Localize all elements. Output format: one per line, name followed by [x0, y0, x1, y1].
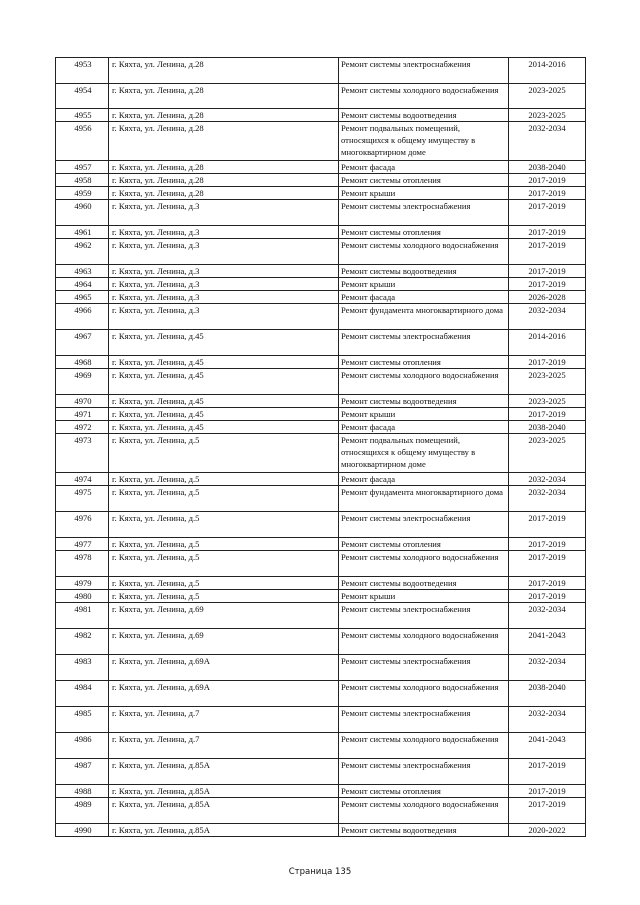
work-type-cell: Ремонт фасада — [339, 291, 509, 304]
table-row — [56, 226, 586, 239]
period-cell: 2032-2034 — [509, 603, 586, 629]
address-cell: г. Кяхта, ул. Ленина, д.45 — [109, 369, 339, 395]
address-cell: г. Кяхта, ул. Ленина, д.3 — [109, 265, 339, 278]
period-cell: 2023-2025 — [509, 434, 586, 473]
work-type-cell: Ремонт системы холодного водоснабжения — [339, 551, 509, 577]
period-cell: 2017-2019 — [509, 512, 586, 538]
work-type-cell: Ремонт фасада — [339, 421, 509, 434]
table-row — [56, 590, 586, 603]
period-cell: 2014-2016 — [509, 330, 586, 356]
period-cell: 2038-2040 — [509, 681, 586, 707]
work-type-cell: Ремонт фундамента многоквартирного дома — [339, 486, 509, 512]
address-cell: г. Кяхта, ул. Ленина, д.85А — [109, 759, 339, 785]
address-cell: г. Кяхта, ул. Ленина, д.5 — [109, 538, 339, 551]
work-type-cell: Ремонт системы электроснабжения — [339, 200, 509, 226]
row-number-cell: 4990 — [56, 824, 109, 837]
address-cell: г. Кяхта, ул. Ленина, д.69А — [109, 655, 339, 681]
work-type-cell: Ремонт фасада — [339, 161, 509, 174]
table-row — [56, 330, 586, 356]
work-type-cell: Ремонт системы холодного водоснабжения — [339, 239, 509, 265]
table-row — [56, 707, 586, 733]
period-cell: 2017-2019 — [509, 200, 586, 226]
table-row — [56, 577, 586, 590]
row-number-cell: 4977 — [56, 538, 109, 551]
address-cell: г. Кяхта, ул. Ленина, д.5 — [109, 473, 339, 486]
work-type-cell: Ремонт системы водоотведения — [339, 395, 509, 408]
row-number-cell: 4971 — [56, 408, 109, 421]
table-row — [56, 538, 586, 551]
period-cell: 2014-2016 — [509, 58, 586, 84]
period-cell: 2017-2019 — [509, 265, 586, 278]
work-type-cell: Ремонт системы электроснабжения — [339, 58, 509, 84]
work-type-cell: Ремонт системы холодного водоснабжения — [339, 369, 509, 395]
address-cell: г. Кяхта, ул. Ленина, д.3 — [109, 226, 339, 239]
page-number: Страница 135 — [288, 867, 352, 877]
table-row — [56, 798, 586, 824]
address-cell: г. Кяхта, ул. Ленина, д.5 — [109, 577, 339, 590]
row-number-cell: 4982 — [56, 629, 109, 655]
row-number-cell: 4954 — [56, 84, 109, 109]
row-number-cell: 4960 — [56, 200, 109, 226]
row-number-cell: 4989 — [56, 798, 109, 824]
table-row — [56, 122, 586, 161]
works-table — [55, 57, 586, 837]
period-cell: 2026-2028 — [509, 291, 586, 304]
address-cell: г. Кяхта, ул. Ленина, д.28 — [109, 161, 339, 174]
row-number-cell: 4988 — [56, 785, 109, 798]
row-number-cell: 4961 — [56, 226, 109, 239]
row-number-cell: 4962 — [56, 239, 109, 265]
period-cell: 2017-2019 — [509, 356, 586, 369]
row-number-cell: 4956 — [56, 122, 109, 161]
work-type-cell: Ремонт системы отопления — [339, 356, 509, 369]
table-row — [56, 174, 586, 187]
table-row — [56, 512, 586, 538]
table-row — [56, 759, 586, 785]
period-cell: 2017-2019 — [509, 187, 586, 200]
table-row — [56, 655, 586, 681]
work-type-cell: Ремонт системы водоотведения — [339, 824, 509, 837]
period-cell: 2017-2019 — [509, 759, 586, 785]
table-row — [56, 304, 586, 330]
table-row — [56, 200, 586, 226]
period-cell: 2017-2019 — [509, 590, 586, 603]
table-row — [56, 278, 586, 291]
period-cell: 2017-2019 — [509, 174, 586, 187]
work-type-cell: Ремонт системы водоотведения — [339, 265, 509, 278]
period-cell: 2017-2019 — [509, 408, 586, 421]
period-cell: 2017-2019 — [509, 239, 586, 265]
period-cell: 2032-2034 — [509, 122, 586, 161]
work-type-cell: Ремонт системы водоотведения — [339, 577, 509, 590]
row-number-cell: 4984 — [56, 681, 109, 707]
work-type-cell: Ремонт фасада — [339, 473, 509, 486]
work-type-cell: Ремонт системы электроснабжения — [339, 603, 509, 629]
row-number-cell: 4978 — [56, 551, 109, 577]
work-type-cell: Ремонт крыши — [339, 278, 509, 291]
row-number-cell: 4966 — [56, 304, 109, 330]
address-cell: г. Кяхта, ул. Ленина, д.45 — [109, 330, 339, 356]
table-row — [56, 824, 586, 837]
row-number-cell: 4974 — [56, 473, 109, 486]
work-type-cell: Ремонт системы холодного водоснабжения — [339, 629, 509, 655]
address-cell: г. Кяхта, ул. Ленина, д.45 — [109, 408, 339, 421]
table-row — [56, 109, 586, 122]
address-cell: г. Кяхта, ул. Ленина, д.5 — [109, 551, 339, 577]
work-type-cell: Ремонт системы отопления — [339, 174, 509, 187]
address-cell: г. Кяхта, ул. Ленина, д.5 — [109, 590, 339, 603]
table-row — [56, 421, 586, 434]
table-row — [56, 551, 586, 577]
address-cell: г. Кяхта, ул. Ленина, д.28 — [109, 58, 339, 84]
work-type-cell: Ремонт системы электроснабжения — [339, 655, 509, 681]
row-number-cell: 4986 — [56, 733, 109, 759]
row-number-cell: 4979 — [56, 577, 109, 590]
row-number-cell: 4963 — [56, 265, 109, 278]
row-number-cell: 4973 — [56, 434, 109, 473]
period-cell: 2032-2034 — [509, 486, 586, 512]
period-cell: 2038-2040 — [509, 421, 586, 434]
work-type-cell: Ремонт крыши — [339, 590, 509, 603]
work-type-cell: Ремонт системы отопления — [339, 538, 509, 551]
work-type-cell: Ремонт системы холодного водоснабжения — [339, 681, 509, 707]
row-number-cell: 4953 — [56, 58, 109, 84]
address-cell: г. Кяхта, ул. Ленина, д.45 — [109, 395, 339, 408]
row-number-cell: 4969 — [56, 369, 109, 395]
work-type-cell: Ремонт подвальных помещений, относящихся к общему имуществу в многоквартирном доме — [339, 434, 509, 473]
row-number-cell: 4983 — [56, 655, 109, 681]
work-type-cell: Ремонт системы холодного водоснабжения — [339, 798, 509, 824]
period-cell: 2032-2034 — [509, 304, 586, 330]
period-cell: 2023-2025 — [509, 84, 586, 109]
table-row — [56, 733, 586, 759]
table-row — [56, 265, 586, 278]
period-cell: 2023-2025 — [509, 369, 586, 395]
table-row — [56, 395, 586, 408]
row-number-cell: 4972 — [56, 421, 109, 434]
work-type-cell: Ремонт системы отопления — [339, 226, 509, 239]
address-cell: г. Кяхта, ул. Ленина, д.69А — [109, 681, 339, 707]
period-cell: 2017-2019 — [509, 538, 586, 551]
table-row — [56, 58, 586, 84]
period-cell: 2032-2034 — [509, 707, 586, 733]
work-type-cell: Ремонт системы холодного водоснабжения — [339, 733, 509, 759]
address-cell: г. Кяхта, ул. Ленина, д.5 — [109, 512, 339, 538]
period-cell: 2017-2019 — [509, 278, 586, 291]
address-cell: г. Кяхта, ул. Ленина, д.7 — [109, 733, 339, 759]
document-page — [55, 57, 585, 837]
table-body — [56, 58, 586, 837]
address-cell: г. Кяхта, ул. Ленина, д.45 — [109, 356, 339, 369]
table-row — [56, 291, 586, 304]
row-number-cell: 4958 — [56, 174, 109, 187]
period-cell: 2041-2043 — [509, 629, 586, 655]
row-number-cell: 4955 — [56, 109, 109, 122]
period-cell: 2038-2040 — [509, 161, 586, 174]
row-number-cell: 4959 — [56, 187, 109, 200]
address-cell: г. Кяхта, ул. Ленина, д.85А — [109, 785, 339, 798]
period-cell: 2020-2022 — [509, 824, 586, 837]
table-row — [56, 434, 586, 473]
address-cell: г. Кяхта, ул. Ленина, д.3 — [109, 278, 339, 291]
period-cell: 2017-2019 — [509, 551, 586, 577]
period-cell: 2017-2019 — [509, 577, 586, 590]
row-number-cell: 4968 — [56, 356, 109, 369]
row-number-cell: 4964 — [56, 278, 109, 291]
table-row — [56, 629, 586, 655]
work-type-cell: Ремонт фундамента многоквартирного дома — [339, 304, 509, 330]
work-type-cell: Ремонт крыши — [339, 408, 509, 421]
row-number-cell: 4965 — [56, 291, 109, 304]
work-type-cell: Ремонт системы электроснабжения — [339, 512, 509, 538]
row-number-cell: 4976 — [56, 512, 109, 538]
address-cell: г. Кяхта, ул. Ленина, д.3 — [109, 304, 339, 330]
table-row — [56, 408, 586, 421]
period-cell: 2032-2034 — [509, 473, 586, 486]
table-row — [56, 239, 586, 265]
address-cell: г. Кяхта, ул. Ленина, д.3 — [109, 239, 339, 265]
address-cell: г. Кяхта, ул. Ленина, д.5 — [109, 486, 339, 512]
period-cell: 2017-2019 — [509, 798, 586, 824]
table-row — [56, 84, 586, 109]
address-cell: г. Кяхта, ул. Ленина, д.45 — [109, 421, 339, 434]
row-number-cell: 4985 — [56, 707, 109, 733]
row-number-cell: 4970 — [56, 395, 109, 408]
table-row — [56, 356, 586, 369]
row-number-cell: 4981 — [56, 603, 109, 629]
address-cell: г. Кяхта, ул. Ленина, д.28 — [109, 187, 339, 200]
address-cell: г. Кяхта, ул. Ленина, д.5 — [109, 434, 339, 473]
row-number-cell: 4957 — [56, 161, 109, 174]
work-type-cell: Ремонт крыши — [339, 187, 509, 200]
period-cell: 2017-2019 — [509, 785, 586, 798]
address-cell: г. Кяхта, ул. Ленина, д.28 — [109, 174, 339, 187]
address-cell: г. Кяхта, ул. Ленина, д.69 — [109, 603, 339, 629]
period-cell: 2041-2043 — [509, 733, 586, 759]
table-row — [56, 161, 586, 174]
work-type-cell: Ремонт системы электроснабжения — [339, 707, 509, 733]
address-cell: г. Кяхта, ул. Ленина, д.28 — [109, 84, 339, 109]
period-cell: 2032-2034 — [509, 655, 586, 681]
period-cell: 2023-2025 — [509, 109, 586, 122]
period-cell: 2023-2025 — [509, 395, 586, 408]
work-type-cell: Ремонт системы электроснабжения — [339, 330, 509, 356]
table-row — [56, 681, 586, 707]
work-type-cell: Ремонт системы отопления — [339, 785, 509, 798]
address-cell: г. Кяхта, ул. Ленина, д.7 — [109, 707, 339, 733]
table-row — [56, 473, 586, 486]
table-row — [56, 369, 586, 395]
table-row — [56, 187, 586, 200]
row-number-cell: 4987 — [56, 759, 109, 785]
row-number-cell: 4975 — [56, 486, 109, 512]
address-cell: г. Кяхта, ул. Ленина, д.85А — [109, 798, 339, 824]
work-type-cell: Ремонт системы электроснабжения — [339, 759, 509, 785]
address-cell: г. Кяхта, ул. Ленина, д.28 — [109, 122, 339, 161]
period-cell: 2017-2019 — [509, 226, 586, 239]
table-row — [56, 486, 586, 512]
work-type-cell: Ремонт подвальных помещений, относящихся к общему имуществу в многоквартирном доме — [339, 122, 509, 161]
row-number-cell: 4967 — [56, 330, 109, 356]
work-type-cell: Ремонт системы холодного водоснабжения — [339, 84, 509, 109]
table-row — [56, 785, 586, 798]
row-number-cell: 4980 — [56, 590, 109, 603]
work-type-cell: Ремонт системы водоотведения — [339, 109, 509, 122]
address-cell: г. Кяхта, ул. Ленина, д.28 — [109, 109, 339, 122]
table-row — [56, 603, 586, 629]
address-cell: г. Кяхта, ул. Ленина, д.3 — [109, 291, 339, 304]
address-cell: г. Кяхта, ул. Ленина, д.85А — [109, 824, 339, 837]
address-cell: г. Кяхта, ул. Ленина, д.3 — [109, 200, 339, 226]
address-cell: г. Кяхта, ул. Ленина, д.69 — [109, 629, 339, 655]
